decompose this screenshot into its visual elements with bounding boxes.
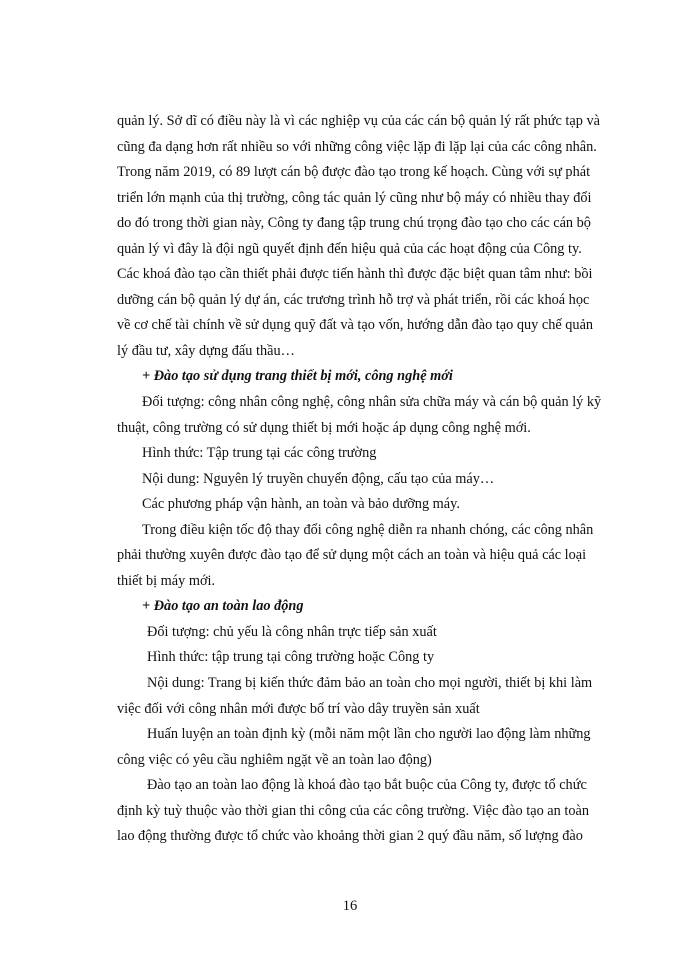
body-text (117, 109, 602, 850)
text-line: lý đầu tư, xây dựng đấu thầu… (117, 342, 295, 359)
text-line: việc đối với công nhân mới được bố trí vào dây truyền sản xuất (117, 700, 480, 717)
text-line: cũng đa dạng hơn rất nhiều so với những công việc lặp đi lặp lại của các công nhân. (117, 138, 597, 155)
text-line: Đối tượng: công nhân công nghệ, công nhân sửa chữa máy và cán bộ quản lý kỹ (142, 394, 602, 411)
text-line: quản lý vì đây là đội ngũ quyết định đến hiệu quả của các hoạt động của Công ty. (117, 240, 582, 257)
text-line: về cơ chế tài chính về sử dụng quỹ đất và tạo vốn, hướng dẫn đào tạo quy chế quản (117, 317, 594, 334)
text-line: phải thường xuyên được đào tạo để sử dụng một cách an toàn và hiệu quả các loại (117, 547, 587, 564)
text-line: thiết bị máy mới. (117, 572, 216, 589)
text-line: Hình thức: Tập trung tại các công trường (142, 445, 377, 462)
text-line: Trong điều kiện tốc độ thay đổi công nghệ diễn ra nhanh chóng, các công nhân (142, 521, 594, 538)
text-line: triển lớn mạnh của thị trường, công tác quản lý cũng như bộ máy có nhiều thay đổi (117, 189, 592, 206)
text-line: quản lý. Sở dĩ có điều này là vì các nghiệp vụ của các cán bộ quản lý rất phức tạp và (117, 113, 600, 129)
text-line: định kỳ tuỳ thuộc vào thời gian thi công của các công trường. Việc đào tạo an toàn (117, 802, 589, 819)
text-line: Trong năm 2019, có 89 lượt cán bộ được đào tạo trong kế hoạch. Cùng với sự phát (117, 164, 591, 181)
text-line: Hình thức: tập trung tại công trường hoặc Công ty (147, 649, 435, 666)
text-line: Các khoá đào tạo cần thiết phải được tiến hành thì được đặc biệt quan tâm như: bồi (117, 266, 593, 283)
text-line: Đối tượng: chủ yếu là công nhân trực tiếp sản xuất (147, 623, 437, 640)
text-line: thuật, công trường có sử dụng thiết bị mới hoặc áp dụng công nghệ mới. (117, 419, 531, 436)
text-line: lao động thường được tổ chức vào khoảng thời gian 2 quý đầu năm, số lượng đào (117, 828, 583, 845)
text-line: do đó trong thời gian này, Công ty đang tập trung chú trọng đào tạo cho các cán bộ (117, 215, 591, 232)
text-line: Nội dung: Trang bị kiến thức đảm bảo an toàn cho mọi người, thiết bị khi làm (147, 675, 593, 692)
text-line: dưỡng cán bộ quản lý dự án, các trương trình hỗ trợ và phát triển, rồi các khoá học (117, 291, 590, 308)
page-number: 16 (342, 898, 358, 914)
text-line: công việc có yêu cầu nghiêm ngặt về an toàn lao động) (117, 751, 432, 768)
section-heading: + Đào tạo an toàn lao động (142, 598, 304, 615)
text-line: Đào tạo an toàn lao động là khoá đào tạo bắt buộc của Công ty, được tổ chức (147, 777, 587, 794)
text-line: Các phương pháp vận hành, an toàn và bảo dưỡng máy. (142, 496, 460, 513)
text-line: Nội dung: Nguyên lý truyền chuyển động, cấu tạo của máy… (142, 470, 495, 487)
text-line: Huấn luyện an toàn định kỳ (mỗi năm một lần cho người lao động làm những (147, 726, 591, 743)
section-heading: + Đào tạo sử dụng trang thiết bị mới, công nghệ mới (142, 368, 453, 385)
